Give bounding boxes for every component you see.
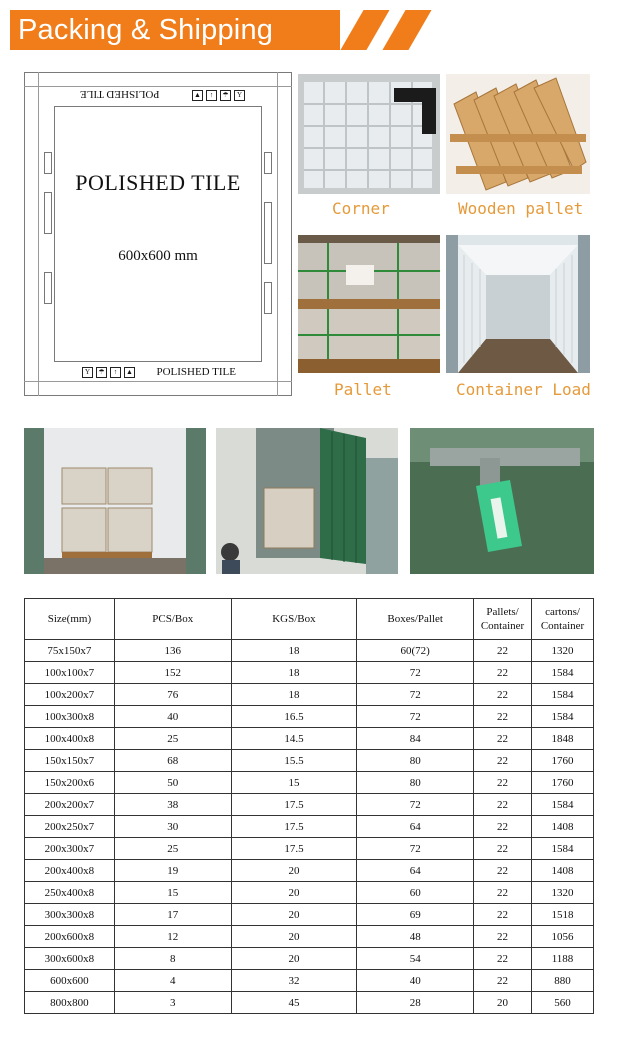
cell-pallets-per-container: 22 [474, 728, 532, 750]
wooden-pallet-illustration [446, 74, 590, 194]
cell-size: 100x200x7 [25, 684, 115, 706]
cell-kgs-per-box: 16.5 [231, 706, 357, 728]
page-title: Packing & Shipping [18, 14, 274, 46]
corner-protector-illustration [298, 74, 440, 194]
cell-pallets-per-container: 22 [474, 904, 532, 926]
cell-pcs-per-box: 8 [114, 948, 231, 970]
cell-pcs-per-box: 17 [114, 904, 231, 926]
container-door-illustration [216, 428, 398, 574]
cell-cartons-per-container: 1760 [532, 750, 594, 772]
table-row [25, 728, 594, 750]
cell-pallets-per-container: 22 [474, 838, 532, 860]
cell-pallets-per-container: 22 [474, 948, 532, 970]
packing-spec-table [24, 598, 594, 1014]
corner-protector-photo [298, 74, 440, 194]
pallet-photo [298, 235, 440, 373]
cell-size: 75x150x7 [25, 640, 115, 662]
cell-boxes-per-pallet: 84 [357, 728, 474, 750]
cell-size: 200x600x8 [25, 926, 115, 948]
table-row [25, 816, 594, 838]
carton-product-size: 600x600 mm [118, 248, 198, 264]
side-marking [44, 152, 52, 174]
cell-pcs-per-box: 19 [114, 860, 231, 882]
table-row [25, 772, 594, 794]
cell-size: 150x150x7 [25, 750, 115, 772]
wooden-pallet-photo [446, 74, 590, 194]
carton-top-label: POLISHED TILE [80, 88, 160, 100]
glass-icon: Y [234, 90, 245, 101]
cell-kgs-per-box: 14.5 [231, 728, 357, 750]
cell-kgs-per-box: 17.5 [231, 794, 357, 816]
cell-kgs-per-box: 20 [231, 926, 357, 948]
wooden-pallet-caption: Wooden pallet [458, 199, 584, 218]
cell-pallets-per-container: 22 [474, 882, 532, 904]
table-row [25, 860, 594, 882]
cell-kgs-per-box: 45 [231, 992, 357, 1014]
cell-boxes-per-pallet: 28 [357, 992, 474, 1014]
cell-pcs-per-box: 12 [114, 926, 231, 948]
table-row [25, 904, 594, 926]
cell-pallets-per-container: 22 [474, 706, 532, 728]
cell-pcs-per-box: 40 [114, 706, 231, 728]
table-row [25, 662, 594, 684]
cell-cartons-per-container: 560 [532, 992, 594, 1014]
cell-boxes-per-pallet: 40 [357, 970, 474, 992]
cell-size: 200x300x7 [25, 838, 115, 860]
cell-size: 800x800 [25, 992, 115, 1014]
cell-cartons-per-container: 1584 [532, 662, 594, 684]
cell-cartons-per-container: 880 [532, 970, 594, 992]
cell-pcs-per-box: 136 [114, 640, 231, 662]
cell-cartons-per-container: 1518 [532, 904, 594, 926]
column-header-size: Size(mm) [25, 599, 115, 640]
cell-size: 200x200x7 [25, 794, 115, 816]
cell-kgs-per-box: 15 [231, 772, 357, 794]
cell-boxes-per-pallet: 64 [357, 860, 474, 882]
container-interior-illustration [446, 235, 590, 373]
carton-flap-line [24, 86, 292, 87]
cell-cartons-per-container: 1584 [532, 706, 594, 728]
cell-size: 300x300x8 [25, 904, 115, 926]
table-row [25, 970, 594, 992]
cell-pcs-per-box: 15 [114, 882, 231, 904]
carton-bottom-label: POLISHED TILE [156, 366, 236, 378]
cell-pallets-per-container: 22 [474, 816, 532, 838]
cell-size: 150x200x6 [25, 772, 115, 794]
cell-pallets-per-container: 22 [474, 662, 532, 684]
cell-size: 200x250x7 [25, 816, 115, 838]
container-load-photo [446, 235, 590, 373]
cell-boxes-per-pallet: 72 [357, 684, 474, 706]
cell-cartons-per-container: 1760 [532, 772, 594, 794]
table-row [25, 992, 594, 1014]
cell-pcs-per-box: 30 [114, 816, 231, 838]
pallet-caption: Pallet [334, 380, 392, 399]
banner-stripe-decoration [382, 10, 431, 50]
cell-kgs-per-box: 32 [231, 970, 357, 992]
this-side-up-icon: ↑ [110, 367, 121, 378]
corner-caption: Corner [332, 199, 390, 218]
cell-cartons-per-container: 1320 [532, 882, 594, 904]
cell-kgs-per-box: 17.5 [231, 838, 357, 860]
cell-pallets-per-container: 22 [474, 970, 532, 992]
cell-boxes-per-pallet: 64 [357, 816, 474, 838]
cell-cartons-per-container: 1056 [532, 926, 594, 948]
loaded-container-illustration [24, 428, 206, 574]
loaded-container-photo [24, 428, 206, 574]
cell-kgs-per-box: 18 [231, 640, 357, 662]
cell-cartons-per-container: 1584 [532, 838, 594, 860]
cell-pcs-per-box: 25 [114, 838, 231, 860]
side-marking [44, 192, 52, 234]
cell-pcs-per-box: 76 [114, 684, 231, 706]
cell-size: 600x600 [25, 970, 115, 992]
fragile-icon: ▲ [124, 367, 135, 378]
fragile-icon: ▲ [192, 90, 203, 101]
header-banner [10, 10, 340, 50]
container-seal-photo [410, 428, 594, 574]
table-row [25, 684, 594, 706]
cell-boxes-per-pallet: 48 [357, 926, 474, 948]
cell-boxes-per-pallet: 72 [357, 838, 474, 860]
cell-cartons-per-container: 1320 [532, 640, 594, 662]
table-row [25, 750, 594, 772]
cell-cartons-per-container: 1584 [532, 794, 594, 816]
column-header-pcs-per-box: PCS/Box [114, 599, 231, 640]
column-header-kgs-per-box: KGS/Box [231, 599, 357, 640]
cell-size: 100x400x8 [25, 728, 115, 750]
table-row [25, 838, 594, 860]
cell-size: 250x400x8 [25, 882, 115, 904]
cell-kgs-per-box: 20 [231, 904, 357, 926]
this-side-up-icon: ↑ [206, 90, 217, 101]
cell-pallets-per-container: 22 [474, 772, 532, 794]
cell-size: 200x400x8 [25, 860, 115, 882]
container-load-caption: Container Load [456, 380, 591, 399]
cell-kgs-per-box: 17.5 [231, 816, 357, 838]
cell-pcs-per-box: 38 [114, 794, 231, 816]
column-header-boxes-per-pallet: Boxes/Pallet [357, 599, 474, 640]
container-door-photo [216, 428, 398, 574]
cell-boxes-per-pallet: 72 [357, 794, 474, 816]
table-body [25, 640, 594, 1014]
cell-pallets-per-container: 22 [474, 640, 532, 662]
cell-cartons-per-container: 1408 [532, 816, 594, 838]
table-row [25, 706, 594, 728]
cell-pallets-per-container: 22 [474, 794, 532, 816]
cell-size: 300x600x8 [25, 948, 115, 970]
cell-pallets-per-container: 22 [474, 860, 532, 882]
cell-kgs-per-box: 20 [231, 860, 357, 882]
cell-kgs-per-box: 20 [231, 882, 357, 904]
cell-kgs-per-box: 18 [231, 662, 357, 684]
column-header-cartons-per-container: cartons/ Container [532, 599, 594, 640]
cell-pcs-per-box: 152 [114, 662, 231, 684]
cell-boxes-per-pallet: 72 [357, 662, 474, 684]
cell-boxes-per-pallet: 80 [357, 772, 474, 794]
cell-kgs-per-box: 20 [231, 948, 357, 970]
side-marking [264, 282, 272, 314]
table-row [25, 948, 594, 970]
carton-flap-line [24, 381, 292, 382]
cell-size: 100x300x8 [25, 706, 115, 728]
table-row [25, 794, 594, 816]
glass-icon: Y [82, 367, 93, 378]
cell-kgs-per-box: 15.5 [231, 750, 357, 772]
cell-pallets-per-container: 22 [474, 750, 532, 772]
cell-pallets-per-container: 22 [474, 684, 532, 706]
cell-pcs-per-box: 25 [114, 728, 231, 750]
carton-drawing [24, 72, 292, 396]
cell-boxes-per-pallet: 54 [357, 948, 474, 970]
side-marking [264, 152, 272, 174]
table-row [25, 926, 594, 948]
cell-cartons-per-container: 1408 [532, 860, 594, 882]
pallet-stack-illustration [298, 235, 440, 373]
banner-stripe-decoration [340, 10, 389, 50]
table-header-row [25, 599, 594, 640]
cell-pallets-per-container: 22 [474, 926, 532, 948]
umbrella-icon: ☂ [96, 367, 107, 378]
cell-pcs-per-box: 4 [114, 970, 231, 992]
cell-kgs-per-box: 18 [231, 684, 357, 706]
umbrella-icon: ☂ [220, 90, 231, 101]
cell-cartons-per-container: 1848 [532, 728, 594, 750]
side-marking [264, 202, 272, 264]
table-row [25, 882, 594, 904]
carton-flap-line [38, 72, 39, 396]
cell-boxes-per-pallet: 69 [357, 904, 474, 926]
cell-boxes-per-pallet: 80 [357, 750, 474, 772]
column-header-pallets-per-container: Pallets/ Container [474, 599, 532, 640]
cell-pallets-per-container: 20 [474, 992, 532, 1014]
cell-size: 100x100x7 [25, 662, 115, 684]
side-marking [44, 272, 52, 304]
table-row [25, 640, 594, 662]
carton-flap-line [277, 72, 278, 396]
cell-boxes-per-pallet: 60(72) [357, 640, 474, 662]
cell-boxes-per-pallet: 60 [357, 882, 474, 904]
cell-pcs-per-box: 68 [114, 750, 231, 772]
cell-pcs-per-box: 3 [114, 992, 231, 1014]
cell-cartons-per-container: 1188 [532, 948, 594, 970]
cell-boxes-per-pallet: 72 [357, 706, 474, 728]
cell-cartons-per-container: 1584 [532, 684, 594, 706]
carton-face [54, 106, 262, 362]
carton-product-name: POLISHED TILE [75, 170, 241, 195]
cell-pcs-per-box: 50 [114, 772, 231, 794]
container-seal-illustration [410, 428, 594, 574]
